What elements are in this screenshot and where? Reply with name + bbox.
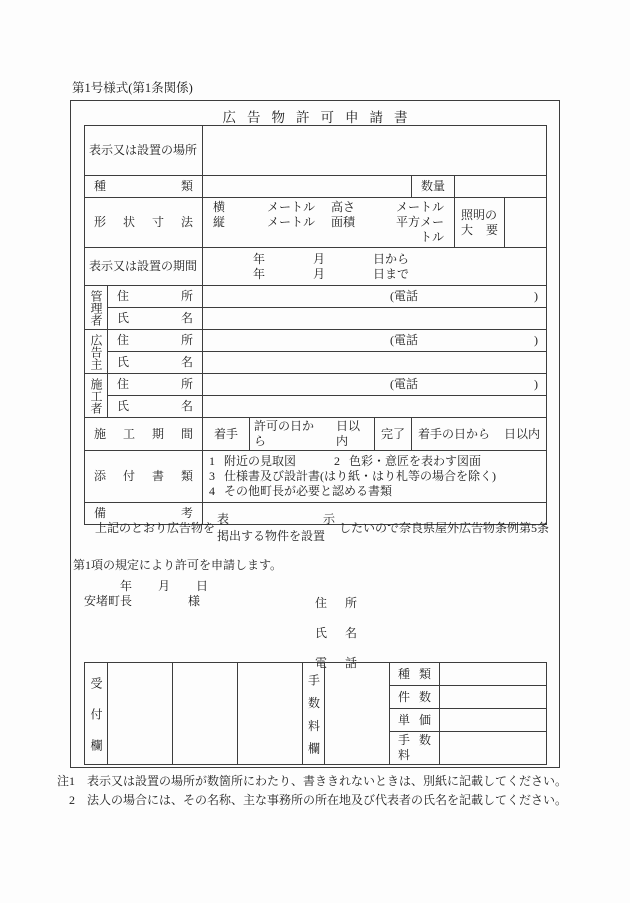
row-advertiser-name <box>85 352 547 374</box>
row-location <box>85 126 547 176</box>
period-value-cell <box>203 248 547 286</box>
statement-pre-text: 上記のとおり広告物を <box>95 520 216 535</box>
construction-period-label: 施工期間 <box>85 418 203 451</box>
fee-kind-value-cell <box>440 663 547 686</box>
statement-line-1 <box>95 510 549 544</box>
phone-open-label: (電話 <box>390 289 419 303</box>
period-line-from <box>253 252 542 267</box>
row-advertiser-address <box>85 330 547 352</box>
contractor-name-label: 氏名 <box>108 396 203 418</box>
start-within-label: 日以内 <box>336 419 361 448</box>
office-use-table <box>84 662 547 765</box>
date-month-label: 月 <box>158 579 171 593</box>
dim-area-label: 面積 <box>331 215 356 229</box>
quantity-value-cell <box>455 176 547 198</box>
construction-start-text <box>254 419 370 449</box>
row-display-period <box>85 248 547 286</box>
dim-height-unit: メートル <box>396 200 445 214</box>
period-year-label: 年 <box>253 266 266 281</box>
statement-post-text: したいので奈良県屋外広告物条例第5条 <box>339 520 550 535</box>
manager-name-label: 氏名 <box>108 308 203 330</box>
row-shape-dimensions <box>85 198 547 248</box>
attachment-1-text: 附近の見取図 <box>224 454 297 468</box>
row-contractor-address <box>85 374 547 396</box>
attachment-4-num: 4 <box>209 484 216 498</box>
advertiser-phone <box>390 333 542 348</box>
choice-install: 掲出する物件を設置 <box>217 529 326 543</box>
row-kind <box>85 176 547 198</box>
advertiser-address-value-cell <box>203 330 547 352</box>
attachments-label: 添付書類 <box>85 451 203 503</box>
row-manager-name <box>85 308 547 330</box>
period-month-label: 月 <box>313 251 326 266</box>
applicant-address-label: 住所 <box>315 596 357 610</box>
contractor-group-label-cell <box>85 374 108 418</box>
manager-address-label: 住所 <box>108 286 203 308</box>
row-construction-period <box>85 418 547 451</box>
honorific-label: 様 <box>188 594 201 608</box>
dim-area-unit: 平方メートル <box>396 215 445 244</box>
contractor-address-value-cell <box>203 374 547 396</box>
complete-within-label: 日以内 <box>504 426 541 441</box>
statement-choice <box>217 510 335 544</box>
period-month-label: 月 <box>313 266 326 281</box>
row-attachments <box>85 451 547 503</box>
manager-group-label-cell <box>85 286 108 330</box>
phone-open-label: (電話 <box>390 377 419 391</box>
construction-complete-cell <box>412 418 547 451</box>
construction-complete-label: 完了 <box>375 418 412 451</box>
fee-total-value-cell <box>440 732 547 765</box>
form-number: 第1号様式(第1条関係) <box>72 81 193 95</box>
attachment-3-text: 仕様書及び設計書(はり紙・はり札等の場合を除く) <box>224 469 497 483</box>
phone-close-label: ) <box>534 333 539 347</box>
fee-unit-price-value-cell <box>440 709 547 732</box>
contractor-name-value-cell <box>203 396 547 418</box>
footnotes <box>57 772 619 809</box>
footnote-2-text: 法人の場合には、その名称、主な事務所の所在地及び代表者の氏名を記載してください。 <box>87 792 568 807</box>
kind-value-cell <box>203 176 412 198</box>
start-from-label: 許可の日から <box>254 419 315 448</box>
fee-count-value-cell <box>440 686 547 709</box>
footnote-1-prefix: 注1 <box>57 774 76 788</box>
period-line-to <box>253 267 542 282</box>
attachment-line-1 <box>209 454 540 469</box>
lighting-value-cell <box>505 198 547 248</box>
document-title: 広告物許可申請書 <box>222 110 419 125</box>
form-outer-frame <box>70 100 560 768</box>
footnote-1-text: 表示又は設置の場所が数箇所にわたり、書ききれないときは、別紙に記載してください。 <box>87 774 568 788</box>
phone-open-label: (電話 <box>390 333 419 347</box>
attachment-2-num: 2 <box>334 454 341 468</box>
remarks-label: 備考 <box>85 503 203 525</box>
contractor-group-label: 施工者 <box>89 377 103 414</box>
period-day-to-label: 日まで <box>373 266 410 281</box>
office-row-1 <box>85 663 547 686</box>
addressee-mayor-label: 安堵町長 <box>84 594 133 608</box>
footnote-2-prefix: 2 <box>69 792 75 807</box>
lighting-label-line1: 照明の <box>461 207 498 222</box>
location-label: 表示又は設置の場所 <box>85 126 203 176</box>
advertiser-group-label-cell <box>85 330 108 374</box>
manager-phone <box>390 289 542 304</box>
manager-address-value-cell <box>203 286 547 308</box>
statement-line-2: 第1項の規定により許可を申請します。 <box>73 558 283 572</box>
addressee-line <box>84 592 200 609</box>
contractor-phone <box>390 377 542 392</box>
applicant-name-row <box>315 624 357 641</box>
location-value-cell <box>203 126 547 176</box>
kind-label: 種類 <box>85 176 203 198</box>
advertiser-name-value-cell <box>203 352 547 374</box>
lighting-label-line2: 大要 <box>461 222 499 237</box>
reception-column-label-cell <box>85 663 108 765</box>
fee-column-label: 手数料欄 <box>306 673 321 754</box>
manager-group-label: 管理者 <box>89 289 103 326</box>
reception-cell-3 <box>238 663 303 765</box>
period-label: 表示又は設置の期間 <box>85 248 203 286</box>
shape-label: 形状寸法 <box>85 198 203 248</box>
fee-total-label: 手数料 <box>390 732 440 765</box>
dim-height-label: 高さ <box>331 200 356 214</box>
phone-close-label: ) <box>534 289 539 303</box>
reception-cell-1 <box>108 663 173 765</box>
fee-count-label: 件数 <box>390 686 440 709</box>
advertiser-group-label: 広告主 <box>89 333 103 370</box>
row-manager-address <box>85 286 547 308</box>
attachments-list-cell <box>203 451 547 503</box>
attachment-2-text: 色彩・意匠を表わす図面 <box>349 454 482 468</box>
dimension-line-1 <box>213 200 444 215</box>
dimensions-cell <box>203 198 455 248</box>
fee-column-label-cell <box>303 663 325 765</box>
applicant-name-label: 氏名 <box>315 626 357 640</box>
main-application-table <box>84 125 547 525</box>
advertiser-name-label: 氏名 <box>108 352 203 374</box>
construction-start-cell <box>250 418 375 451</box>
attachment-line-2 <box>209 469 540 484</box>
fee-kind-label: 種類 <box>390 663 440 686</box>
date-day-label: 日 <box>196 579 209 593</box>
choice-display: 表示 <box>217 512 336 526</box>
reception-column-label: 受付欄 <box>89 676 103 751</box>
date-year-label: 年 <box>120 579 133 593</box>
manager-name-value-cell <box>203 308 547 330</box>
advertiser-address-label: 住所 <box>108 330 203 352</box>
attachment-1-num: 1 <box>209 454 216 468</box>
dim-width-label: 横 <box>213 200 226 214</box>
attachment-4-text: その他町長が必要と認める書類 <box>224 484 393 498</box>
footnote-1 <box>57 772 619 791</box>
period-day-from-label: 日から <box>373 251 410 266</box>
footnote-2 <box>57 791 619 810</box>
fee-blank-cell <box>325 663 390 765</box>
lighting-label-cell <box>455 198 505 248</box>
row-contractor-name <box>85 396 547 418</box>
dim-width-unit: メートル <box>267 200 316 214</box>
dimension-line-2 <box>213 215 444 245</box>
reception-cell-2 <box>173 663 238 765</box>
quantity-label: 数量 <box>412 176 455 198</box>
attachment-line-3 <box>209 484 540 499</box>
construction-complete-text <box>416 427 542 442</box>
dim-length-label: 縦 <box>213 215 226 229</box>
fee-unit-price-label: 単価 <box>390 709 440 732</box>
dim-length-unit: メートル <box>267 215 316 229</box>
attachment-3-num: 3 <box>209 469 216 483</box>
construction-start-label: 着手 <box>203 418 250 451</box>
applicant-phone-label: 電話 <box>315 656 357 670</box>
period-year-label: 年 <box>253 251 266 266</box>
applicant-address-row <box>315 594 357 611</box>
complete-from-label: 着手の日から <box>418 426 491 441</box>
phone-close-label: ) <box>534 377 539 391</box>
contractor-address-label: 住所 <box>108 374 203 396</box>
